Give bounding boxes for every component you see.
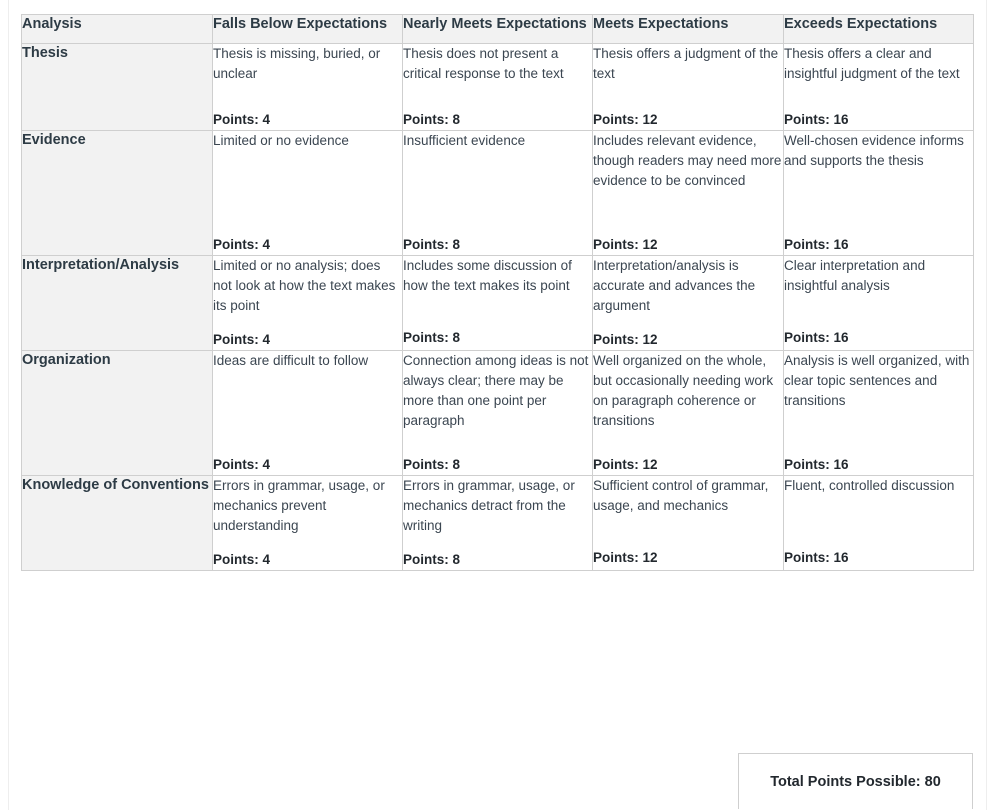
- rating-points: Points: 12: [593, 332, 658, 347]
- rating-points: Points: 16: [784, 237, 849, 252]
- rating-description: Limited or no analysis; does not look at how the text makes its point: [213, 258, 396, 313]
- rating-description: Clear interpretation and insightful analysis: [784, 258, 926, 293]
- rating-cell-organization-meets: [593, 351, 784, 476]
- rating-cell-organization-falls-below: [213, 351, 403, 476]
- rating-cell-conventions-nearly-meets: [403, 476, 593, 571]
- rating-cell-interpretation-nearly-meets: [403, 256, 593, 351]
- rating-points: Points: 4: [213, 457, 271, 472]
- rating-description: Well organized on the whole, but occasionally needing work on paragraph coherence or transitions: [593, 353, 774, 428]
- rating-cell-organization-exceeds: [784, 351, 974, 476]
- rating-points: Points: 4: [213, 237, 271, 252]
- rating-points: Points: 16: [784, 457, 849, 472]
- rating-cell-conventions-falls-below: [213, 476, 403, 571]
- rating-points: Points: 8: [403, 457, 461, 472]
- rating-cell-thesis-exceeds: [784, 44, 974, 131]
- total-points-label: Total Points Possible: 80: [770, 773, 941, 790]
- total-points-box: [738, 753, 973, 809]
- column-header-meets-expectations: Meets Expectations: [593, 15, 784, 44]
- rating-points: Points: 8: [403, 330, 461, 345]
- total-points-container: [738, 753, 973, 809]
- rating-cell-conventions-meets: [593, 476, 784, 571]
- rating-description: Errors in grammar, usage, or mechanics prevent understanding: [213, 478, 385, 533]
- rating-description: Includes some discussion of how the text makes its point: [403, 258, 572, 293]
- rating-description: Ideas are difficult to follow: [213, 353, 369, 368]
- rating-cell-interpretation-falls-below: [213, 256, 403, 351]
- table-row: [22, 131, 974, 256]
- criterion-interpretation-analysis: Interpretation/Analysis: [22, 256, 213, 351]
- column-header-exceeds-expectations: Exceeds Expectations: [784, 15, 974, 44]
- rating-points: Points: 4: [213, 552, 271, 567]
- rating-description: Includes relevant evidence, though readers may need more evidence to be convinced: [593, 133, 782, 188]
- page-right-rule: [986, 0, 987, 810]
- rating-points: Points: 12: [593, 112, 658, 127]
- rating-points: Points: 16: [784, 112, 849, 127]
- rating-description: Limited or no evidence: [213, 133, 349, 148]
- rating-cell-evidence-meets: [593, 131, 784, 256]
- rating-cell-thesis-meets: [593, 44, 784, 131]
- rating-points: Points: 12: [593, 550, 658, 565]
- criterion-organization: Organization: [22, 351, 213, 476]
- rating-description: Thesis does not present a critical response to the text: [403, 46, 564, 81]
- rating-cell-interpretation-meets: [593, 256, 784, 351]
- rating-description: Sufficient control of grammar, usage, and mechanics: [593, 478, 769, 513]
- table-row: [22, 476, 974, 571]
- rating-description: Insufficient evidence: [403, 133, 526, 148]
- column-header-nearly-meets-expectations: Nearly Meets Expectations: [403, 15, 593, 44]
- rating-cell-thesis-nearly-meets: [403, 44, 593, 131]
- criterion-thesis: Thesis: [22, 44, 213, 131]
- rating-description: Thesis offers a clear and insightful judgment of the text: [784, 46, 960, 81]
- rating-points: Points: 8: [403, 237, 461, 252]
- table-row: [22, 351, 974, 476]
- table-row: [22, 256, 974, 351]
- rating-points: Points: 8: [403, 552, 461, 567]
- rating-cell-evidence-nearly-meets: [403, 131, 593, 256]
- rating-description: Fluent, controlled discussion: [784, 478, 955, 493]
- rubric-table-container: [21, 14, 973, 571]
- rating-description: Analysis is well organized, with clear topic sentences and transitions: [784, 353, 970, 408]
- column-header-falls-below-expectations: Falls Below Expectations: [213, 15, 403, 44]
- rating-description: Thesis is missing, buried, or unclear: [213, 46, 381, 81]
- rating-points: Points: 4: [213, 332, 271, 347]
- rating-cell-organization-nearly-meets: [403, 351, 593, 476]
- rating-description: Well-chosen evidence informs and supports the thesis: [784, 133, 964, 168]
- rating-points: Points: 12: [593, 237, 658, 252]
- criterion-evidence: Evidence: [22, 131, 213, 256]
- rating-cell-interpretation-exceeds: [784, 256, 974, 351]
- rating-cell-thesis-falls-below: [213, 44, 403, 131]
- rating-cell-evidence-exceeds: [784, 131, 974, 256]
- rating-description: Errors in grammar, usage, or mechanics detract from the writing: [403, 478, 575, 533]
- rubric-table: [21, 14, 974, 571]
- rating-points: Points: 16: [784, 330, 849, 345]
- page-left-rule: [8, 0, 9, 810]
- rating-points: Points: 8: [403, 112, 461, 127]
- rating-description: Connection among ideas is not always clear; there may be more than one point per paragraph: [403, 353, 589, 428]
- rubric-table-body: [22, 44, 974, 571]
- rubric-table-head: [22, 15, 974, 44]
- rubric-header-row: [22, 15, 974, 44]
- column-header-criterion: Analysis: [22, 15, 213, 44]
- rating-cell-conventions-exceeds: [784, 476, 974, 571]
- rating-points: Points: 12: [593, 457, 658, 472]
- table-row: [22, 44, 974, 131]
- rating-description: Interpretation/analysis is accurate and advances the argument: [593, 258, 756, 313]
- rating-points: Points: 16: [784, 550, 849, 565]
- rating-points: Points: 4: [213, 112, 271, 127]
- rating-description: Thesis offers a judgment of the text: [593, 46, 779, 81]
- rating-cell-evidence-falls-below: [213, 131, 403, 256]
- criterion-knowledge-of-conventions: Knowledge of Conventions: [22, 476, 213, 571]
